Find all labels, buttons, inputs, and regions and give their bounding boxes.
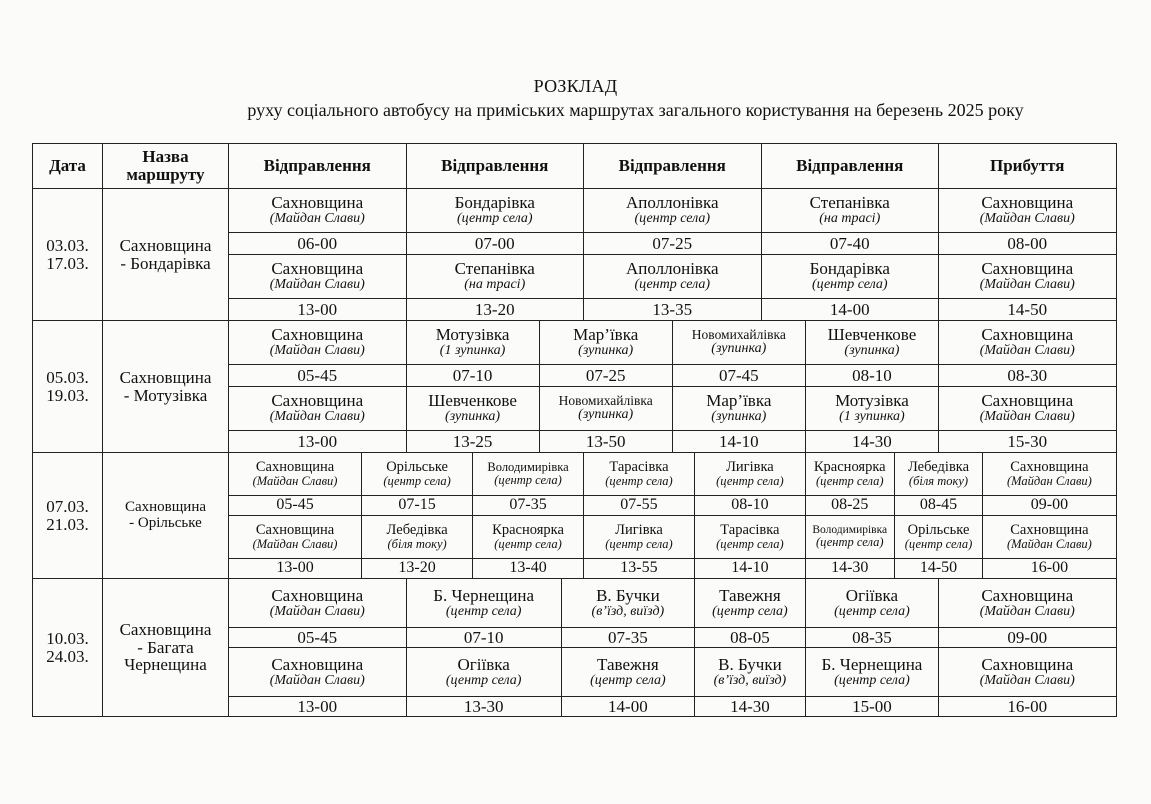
header-row — [33, 144, 1117, 189]
time-cell: 13-50 — [539, 431, 672, 453]
route-2-name: Сахновщина - Мотузівка — [103, 321, 229, 453]
time-cell: 05-45 — [229, 496, 362, 516]
time-cell: 14-00 — [561, 697, 694, 717]
stop-cell: Новомихайлівка (зупинка) — [672, 321, 805, 365]
stop-cell: Лигівка (центр села) — [584, 516, 695, 559]
time-cell: 07-35 — [473, 496, 584, 516]
stop-cell: Степанівка (на трасі) — [406, 255, 584, 299]
time-cell: 15-30 — [939, 431, 1117, 453]
stop-cell: Аполлонівка (центр села) — [584, 189, 762, 233]
time-cell: 05-45 — [229, 365, 407, 387]
header-departure-2: Відправлення — [406, 144, 584, 189]
stop-cell: Мотузівка (1 зупинка) — [805, 387, 938, 431]
time-cell: 09-00 — [983, 496, 1116, 516]
time-cell: 08-10 — [805, 365, 938, 387]
header-arrival: Прибуття — [939, 144, 1117, 189]
time-cell: 07-15 — [362, 496, 473, 516]
time-cell: 14-10 — [672, 431, 805, 453]
time-cell: 13-20 — [362, 559, 473, 579]
stop-cell: Мотузівка (1 зупинка) — [406, 321, 539, 365]
time-cell: 14-10 — [694, 559, 805, 579]
time-cell: 08-25 — [805, 496, 894, 516]
time-cell: 07-45 — [672, 365, 805, 387]
stop-cell: Володимирівка (центр села) — [805, 516, 894, 559]
route-4-dates: 10.03. 24.03. — [33, 579, 103, 717]
time-cell: 13-35 — [584, 299, 762, 321]
route-3-name: Сахновщина - Орільське — [103, 453, 229, 579]
stop-cell: Огіївка (центр села) — [406, 648, 561, 697]
stop-cell: Тарасівка (центр села) — [694, 516, 805, 559]
time-cell: 14-50 — [939, 299, 1117, 321]
stop-cell: Сахновщина (Майдан Слави) — [939, 579, 1117, 628]
stop-cell: Сахновщина (Майдан Слави) — [939, 387, 1117, 431]
time-cell: 14-30 — [805, 431, 938, 453]
stop-cell: Сахновщина (Майдан Слави) — [939, 321, 1117, 365]
time-cell: 07-00 — [406, 233, 584, 255]
stop-cell: Сахновщина (Майдан Слави) — [939, 255, 1117, 299]
time-cell: 09-00 — [939, 628, 1117, 648]
document-subtitle: руху соціального автобусу на приміських маршрутах загального користування на березень 2025 року — [247, 100, 1024, 120]
stop-cell: Сахновщина (Майдан Слави) — [229, 189, 407, 233]
time-cell: 07-10 — [406, 365, 539, 387]
stop-cell: Б. Чернещина (центр села) — [406, 579, 561, 628]
stop-cell: Б. Чернещина (центр села) — [805, 648, 938, 697]
stop-cell: Лебедівка (біля току) — [894, 453, 983, 496]
route-4-trip-1-stops — [33, 579, 1117, 628]
time-cell: 13-30 — [406, 697, 561, 717]
stop-cell: Бондарівка (центр села) — [761, 255, 939, 299]
stop-cell: Сахновщина (Майдан Слави) — [229, 648, 407, 697]
stop-cell: Новомихайлівка (зупинка) — [539, 387, 672, 431]
route-2-trip-1-stops — [33, 321, 1117, 365]
time-cell: 07-40 — [761, 233, 939, 255]
document-title: РОЗКЛАД — [533, 76, 618, 96]
stop-cell: Сахновщина (Майдан Слави) — [983, 516, 1116, 559]
stop-cell: Бондарівка (центр села) — [406, 189, 584, 233]
schedule-table — [32, 143, 1117, 717]
header-departure-3: Відправлення — [584, 144, 762, 189]
time-cell: 06-00 — [229, 233, 407, 255]
time-cell: 14-50 — [894, 559, 983, 579]
route-1-trip-1-stops — [33, 189, 1117, 233]
time-cell: 07-35 — [561, 628, 694, 648]
stop-cell: Тавежня (центр села) — [694, 579, 805, 628]
stop-cell: Сахновщина (Майдан Слави) — [229, 453, 362, 496]
time-cell: 08-45 — [894, 496, 983, 516]
route-3-trip-1-stops — [33, 453, 1117, 496]
stop-cell: Мар’ївка (зупинка) — [672, 387, 805, 431]
route-3-dates: 07.03. 21.03. — [33, 453, 103, 579]
time-cell: 13-40 — [473, 559, 584, 579]
stop-cell: Лебедівка (біля току) — [362, 516, 473, 559]
header-route — [103, 144, 229, 189]
stop-cell: Сахновщина (Майдан Слави) — [229, 516, 362, 559]
stop-cell: Сахновщина (Майдан Слави) — [983, 453, 1116, 496]
time-cell: 07-25 — [539, 365, 672, 387]
time-cell: 16-00 — [983, 559, 1116, 579]
route-2-dates: 05.03. 19.03. — [33, 321, 103, 453]
time-cell: 13-20 — [406, 299, 584, 321]
stop-cell: Огіївка (центр села) — [805, 579, 938, 628]
time-cell: 13-00 — [229, 697, 407, 717]
time-cell: 14-00 — [761, 299, 939, 321]
stop-cell: Красноярка (центр села) — [473, 516, 584, 559]
time-cell: 07-55 — [584, 496, 695, 516]
route-1-dates: 03.03. 17.03. — [33, 189, 103, 321]
stop-cell: Шевченкове (зупинка) — [406, 387, 539, 431]
time-cell: 08-30 — [939, 365, 1117, 387]
time-cell: 13-55 — [584, 559, 695, 579]
time-cell: 13-00 — [229, 431, 407, 453]
stop-cell: В. Бучки (в’їзд, виїзд) — [561, 579, 694, 628]
stop-cell: Орільське (центр села) — [894, 516, 983, 559]
stop-cell: Орільське (центр села) — [362, 453, 473, 496]
stop-cell: Сахновщина (Майдан Слави) — [229, 321, 407, 365]
stop-cell: Тавежня (центр села) — [561, 648, 694, 697]
time-cell: 14-30 — [694, 697, 805, 717]
time-cell: 16-00 — [939, 697, 1117, 717]
time-cell: 14-30 — [805, 559, 894, 579]
time-cell: 08-00 — [939, 233, 1117, 255]
header-route-line2: маршруту — [126, 165, 205, 184]
stop-cell: Сахновщина (Майдан Слави) — [229, 255, 407, 299]
stop-cell: Сахновщина (Майдан Слави) — [229, 579, 407, 628]
time-cell: 15-00 — [805, 697, 938, 717]
stop-cell: Сахновщина (Майдан Слави) — [939, 648, 1117, 697]
time-cell: 13-00 — [229, 559, 362, 579]
time-cell: 13-25 — [406, 431, 539, 453]
stop-cell: Сахновщина (Майдан Слави) — [939, 189, 1117, 233]
header-date: Дата — [33, 144, 103, 189]
time-cell: 08-05 — [694, 628, 805, 648]
route-4-name: Сахновщина - Багата Чернещина — [103, 579, 229, 717]
stop-cell: Степанівка (на трасі) — [761, 189, 939, 233]
stop-cell: Тарасівка (центр села) — [584, 453, 695, 496]
header-departure-4: Відправлення — [761, 144, 939, 189]
stop-cell: В. Бучки (в’їзд, виїзд) — [694, 648, 805, 697]
stop-cell: Сахновщина (Майдан Слави) — [229, 387, 407, 431]
time-cell: 13-00 — [229, 299, 407, 321]
stop-cell: Мар’ївка (зупинка) — [539, 321, 672, 365]
stop-cell: Володимирівка (центр села) — [473, 453, 584, 496]
stop-cell: Лигівка (центр села) — [694, 453, 805, 496]
time-cell: 07-10 — [406, 628, 561, 648]
time-cell: 05-45 — [229, 628, 407, 648]
header-route-line1: Назва — [142, 147, 189, 167]
time-cell: 08-35 — [805, 628, 938, 648]
time-cell: 07-25 — [584, 233, 762, 255]
time-cell: 08-10 — [694, 496, 805, 516]
stop-cell: Шевченкове (зупинка) — [805, 321, 938, 365]
route-1-name: Сахновщина - Бондарівка — [103, 189, 229, 321]
stop-cell: Аполлонівка (центр села) — [584, 255, 762, 299]
header-departure-1: Відправлення — [229, 144, 407, 189]
stop-cell: Красноярка (центр села) — [805, 453, 894, 496]
